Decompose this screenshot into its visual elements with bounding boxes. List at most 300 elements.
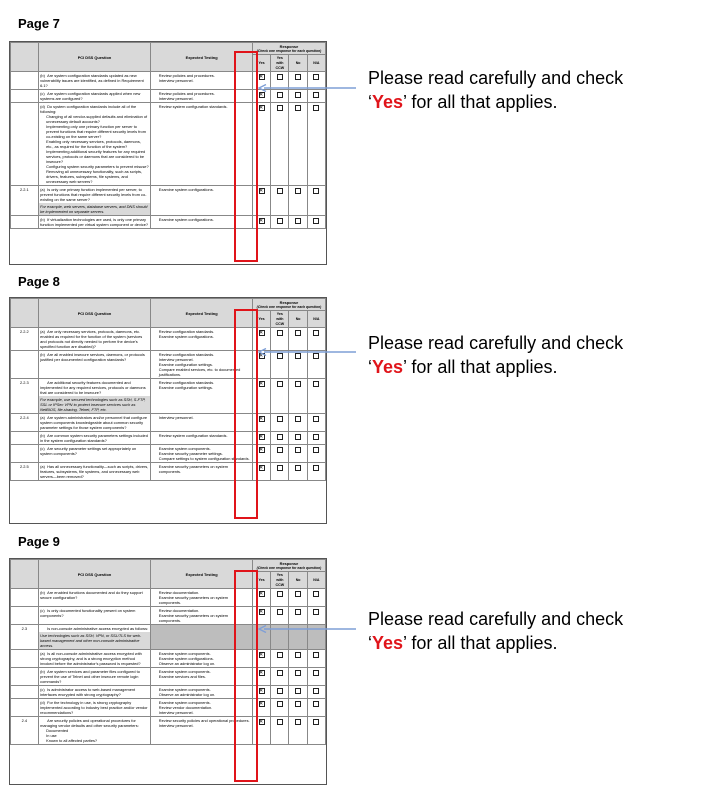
question-cell <box>38 589 151 607</box>
header-no: No <box>289 572 307 589</box>
page-9-label: Page 9 <box>18 534 60 549</box>
requirement-number <box>11 445 39 463</box>
header-question: PCI DSS Question <box>38 299 151 328</box>
checkbox[interactable] <box>295 447 301 453</box>
header-na: N/A <box>307 55 325 72</box>
question-text: Are system administrators and/or personnel that configure system components knowledgeable about common security parameter settings for those system components? <box>40 415 148 431</box>
question-cell <box>38 351 151 379</box>
header-no: No <box>289 311 307 328</box>
table-row <box>11 686 326 699</box>
question-text: Is non-console administrative access encrypted as follows: <box>47 626 149 632</box>
question-letter: (b) <box>40 590 45 596</box>
callout-line-2: ‘Yes’ for all that applies. <box>368 357 558 377</box>
checkbox[interactable] <box>295 688 301 694</box>
question-text: Is administrator access to web-based management interfaces encrypted with strong cryptography? <box>40 687 136 698</box>
header-response: Response (Check one response for each question) <box>252 560 325 572</box>
list-item: • Review policies and procedures. <box>159 91 251 96</box>
header-blank <box>11 299 39 328</box>
checkbox[interactable] <box>313 652 319 658</box>
table-row <box>11 463 326 481</box>
list-item: • Observe an administrator log on. <box>159 692 251 697</box>
question-cell <box>38 379 151 414</box>
checkbox[interactable] <box>277 330 283 336</box>
arrow-left-icon <box>258 84 356 92</box>
response-no-cell <box>289 103 307 186</box>
response-na-cell <box>307 216 325 229</box>
checked-checkbox[interactable] <box>259 330 265 336</box>
header-response: Response (Check one response for each question) <box>252 43 325 55</box>
checkbox[interactable] <box>313 105 319 111</box>
list-item: • Interview personnel. <box>159 357 251 362</box>
header-yes: Yes <box>252 311 270 328</box>
checked-checkbox[interactable] <box>259 719 265 725</box>
checkbox[interactable] <box>295 381 301 387</box>
response-no-cell <box>289 717 307 745</box>
question-cell <box>38 216 151 229</box>
list-item: • Interview personnel. <box>159 415 251 420</box>
response-ccw-cell <box>271 216 289 229</box>
question-letter: (a) <box>40 187 45 193</box>
response-ccw-cell <box>271 717 289 745</box>
requirement-number <box>11 216 39 229</box>
question-cell <box>38 699 151 717</box>
response-no-cell <box>289 686 307 699</box>
list-item: • Documented <box>46 728 149 733</box>
header-testing: Expected Testing <box>151 560 253 589</box>
response-no-cell <box>289 445 307 463</box>
list-item: • Known to all affected parties? <box>46 738 149 743</box>
question-letter: (c) <box>40 446 45 452</box>
response-na-cell <box>307 699 325 717</box>
checkbox[interactable] <box>295 591 301 597</box>
list-item: • Examine system components. <box>159 669 251 674</box>
requirement-number <box>11 90 39 103</box>
requirement-number <box>11 699 39 717</box>
list-item: • Examine security parameters on system components. <box>159 595 251 605</box>
header-blank <box>11 43 39 72</box>
table-row <box>11 650 326 668</box>
question-cell <box>38 432 151 445</box>
question-text: Is only documented functionality present on system components? <box>40 608 136 619</box>
list-item: • Review configuration standards. <box>159 329 251 334</box>
requirement-number <box>11 72 39 90</box>
header-yes: Yes <box>252 55 270 72</box>
question-letter: (b) <box>40 669 45 675</box>
list-item: • Review configuration standards. <box>159 352 251 357</box>
header-testing: Expected Testing <box>151 43 253 72</box>
response-ccw-cell <box>271 463 289 481</box>
list-item: • Review system configuration standards. <box>159 104 251 109</box>
list-item: • Review vendor documentation. <box>159 705 251 710</box>
checkbox[interactable] <box>295 465 301 471</box>
header-ccw: Yes with CCW <box>271 311 289 328</box>
requirement-number <box>11 668 39 686</box>
list-item: • Examine system configurations. <box>159 656 251 661</box>
checkbox[interactable] <box>295 74 301 80</box>
response-na-cell <box>307 186 325 216</box>
question-text: Are all enabled insecure services, daemons, or protocols justified per documented configuration standards? <box>40 352 145 363</box>
checkbox[interactable] <box>277 434 283 440</box>
checkbox[interactable] <box>295 218 301 224</box>
response-na-cell <box>307 103 325 186</box>
list-item: • Review system configuration standards. <box>159 433 251 438</box>
requirement-number: 2.2.4 <box>11 414 39 432</box>
callout-line-2: ‘Yes’ for all that applies. <box>368 633 558 653</box>
list-item: • Enabling only necessary services, protocols, daemons, etc., as required for the function of the system? <box>46 139 149 149</box>
question-text: Are security policies and operational procedures for managing vendor defaults and other security parameters: <box>40 718 139 729</box>
question-note: For example, use secured technologies such as SSH, S-FTP, SSL or IPSec VPN to protect insecure services such as NetBIOS, file-sharing, Telnet, FTP, etc. <box>39 396 151 413</box>
checked-checkbox[interactable] <box>259 188 265 194</box>
question-cell <box>38 186 151 216</box>
table-row <box>11 216 326 229</box>
response-na-cell <box>307 686 325 699</box>
checkbox[interactable] <box>313 218 319 224</box>
question-bullets <box>40 114 149 184</box>
checkbox[interactable] <box>313 701 319 707</box>
question-text: Are system services and parameter files configured to prevent the use of Telnet and other insecure remote login commands? <box>40 669 140 685</box>
list-item: • In use <box>46 733 149 738</box>
response-no-cell <box>289 650 307 668</box>
checkbox[interactable] <box>277 218 283 224</box>
question-cell <box>38 445 151 463</box>
question-letter: (b) <box>40 433 45 439</box>
list-item: • Interview personnel. <box>159 96 251 101</box>
checkbox[interactable] <box>277 188 283 194</box>
checkbox[interactable] <box>313 381 319 387</box>
question-letter: (a) <box>40 464 45 470</box>
question-cell <box>38 650 151 668</box>
question-text: Are additional security features documented and implemented for any required services, protocols or daemons that are considered to be insecure? <box>40 380 146 396</box>
question-text: Are security parameter settings set appropriately on system components? <box>40 446 137 457</box>
list-item: • Examine security parameter settings. <box>159 451 251 456</box>
checkbox[interactable] <box>295 330 301 336</box>
list-item: • Interview personnel. <box>159 710 251 715</box>
checkbox[interactable] <box>277 447 283 453</box>
question-text: If virtualization technologies are used, is only one primary function implemented per virtual system component or device? <box>40 217 149 228</box>
question-cell <box>38 414 151 432</box>
instruction-callout <box>368 607 623 655</box>
checkbox[interactable] <box>277 670 283 676</box>
header-ccw: Yes with CCW <box>271 55 289 72</box>
checked-checkbox[interactable] <box>259 465 265 471</box>
question-letter: (a) <box>40 329 45 335</box>
requirement-number <box>11 432 39 445</box>
callout-yes: Yes <box>372 357 404 377</box>
question-letter: (b) <box>40 217 45 223</box>
checkbox[interactable] <box>277 381 283 387</box>
header-response: Response (Check one response for each question) <box>252 299 325 311</box>
checked-checkbox[interactable] <box>259 670 265 676</box>
list-item: • Removing all unnecessary functionality, such as scripts, drivers, features, subsystems, file systems, and unnecessary web servers? <box>46 169 149 184</box>
question-note: Use technologies such as SSH, VPN, or SSL/TLS for web-based management and other non-console administrative access. <box>39 632 151 649</box>
checkbox[interactable] <box>313 416 319 422</box>
list-item: • Examine security parameters on system components. <box>159 464 251 474</box>
response-no-cell <box>289 414 307 432</box>
list-item: • Examine system components. <box>159 651 251 656</box>
response-na-cell <box>307 668 325 686</box>
question-text: Are system configuration standards applied when new systems are configured? <box>40 91 141 102</box>
question-text: Are only necessary services, protocols, daemons, etc. enabled as required for the function of the system (services and protocols not directly needed to perform the device's specified function are disabled)? <box>40 329 143 350</box>
checkbox[interactable] <box>277 719 283 725</box>
question-cell <box>38 72 151 90</box>
question-cell <box>38 668 151 686</box>
callout-line-1: Please read carefully and check <box>368 333 624 353</box>
checkbox[interactable] <box>277 609 283 615</box>
list-item: • Review policies and procedures. <box>159 73 251 78</box>
table-row <box>11 607 326 625</box>
list-item: • Examine system components. <box>159 700 251 705</box>
checkbox[interactable] <box>313 591 319 597</box>
callout-line-2: ‘Yes’ for all that applies. <box>368 92 558 112</box>
question-cell <box>38 607 151 625</box>
question-text: Are system configuration standards updated as new vulnerability issues are identified, as defined in Requirement 6.1? <box>40 73 144 89</box>
response-na-cell <box>307 589 325 607</box>
question-cell <box>38 717 151 745</box>
response-na-cell <box>307 463 325 481</box>
question-cell <box>38 463 151 481</box>
checked-checkbox[interactable] <box>259 74 265 80</box>
checkbox[interactable] <box>295 92 301 98</box>
question-letter: (c) <box>40 687 45 693</box>
yes-column-highlight <box>234 309 258 519</box>
list-item: • Examine services and files. <box>159 674 251 679</box>
question-cell <box>38 103 151 186</box>
checked-checkbox[interactable] <box>259 652 265 658</box>
table-row <box>11 445 326 463</box>
question-text: Has all unnecessary functionality—such as scripts, drivers, features, subsystems, file systems, and unnecessary web servers—been removed? <box>40 464 149 480</box>
checked-checkbox[interactable] <box>259 434 265 440</box>
response-no-cell <box>289 607 307 625</box>
checkbox[interactable] <box>295 670 301 676</box>
checkbox[interactable] <box>277 591 283 597</box>
question-note: For example, web servers, database servers, and DNS should be implemented on separate servers. <box>39 203 151 215</box>
question-letter: (b) <box>40 352 45 358</box>
response-no-cell <box>289 463 307 481</box>
question-text: Are common system security parameters settings included in the system configuration standards? <box>40 433 148 444</box>
checkbox[interactable] <box>295 105 301 111</box>
response-ccw-cell <box>271 650 289 668</box>
response-ccw-cell <box>271 432 289 445</box>
table-row <box>11 699 326 717</box>
checkbox[interactable] <box>313 188 319 194</box>
requirement-number <box>11 686 39 699</box>
question-cell <box>38 328 151 351</box>
response-no-cell <box>289 589 307 607</box>
table-row <box>11 589 326 607</box>
checked-checkbox[interactable] <box>259 688 265 694</box>
header-na: N/A <box>307 311 325 328</box>
list-item: • Compare settings to system configuration standards. <box>159 456 251 461</box>
checked-checkbox[interactable] <box>259 447 265 453</box>
question-letter: (c) <box>40 608 45 614</box>
list-item: • Examine system configurations. <box>159 217 251 222</box>
checkbox[interactable] <box>295 609 301 615</box>
list-item: • Examine system components. <box>159 446 251 451</box>
pci-dss-table <box>10 42 326 229</box>
checked-checkbox[interactable] <box>259 381 265 387</box>
table-row <box>11 414 326 432</box>
question-letter: (a) <box>40 415 45 421</box>
yes-column-highlight <box>234 51 258 262</box>
callout-line-1: Please read carefully and check <box>368 609 624 629</box>
page-7-excerpt <box>9 41 327 265</box>
question-bullets <box>40 728 149 743</box>
response-no-cell <box>289 216 307 229</box>
response-na-cell <box>307 445 325 463</box>
response-na-cell <box>307 379 325 414</box>
question-cell <box>38 90 151 103</box>
checkbox[interactable] <box>313 447 319 453</box>
question-letter: (d) <box>40 104 45 110</box>
table-row <box>11 379 326 414</box>
checkbox[interactable] <box>313 719 319 725</box>
question-text: Do system configuration standards include all of the following: <box>40 104 137 115</box>
checkbox[interactable] <box>295 434 301 440</box>
list-item: • Implementing additional security features for any required services, protocols or daemons that are considered to be insecure? <box>46 149 149 164</box>
list-item: • Observe an administrator log on. <box>159 661 251 666</box>
question-text: Are enabled functions documented and do they support secure configuration? <box>40 590 143 601</box>
checkbox[interactable] <box>277 416 283 422</box>
response-ccw-cell <box>271 699 289 717</box>
checkbox[interactable] <box>313 74 319 80</box>
response-ccw-cell <box>271 103 289 186</box>
requirement-number <box>11 351 39 379</box>
list-item: • Review documentation. <box>159 608 251 613</box>
question-letter: (b) <box>40 73 45 79</box>
callout-yes: Yes <box>372 92 404 112</box>
page-8-label: Page 8 <box>18 274 60 289</box>
requirement-number: 2.2.1 <box>11 186 39 216</box>
table-row <box>11 432 326 445</box>
response-ccw-cell <box>271 607 289 625</box>
requirement-number: 2.4 <box>11 717 39 745</box>
checkbox[interactable] <box>277 701 283 707</box>
header-yes: Yes <box>252 572 270 589</box>
response-no-cell <box>289 668 307 686</box>
checked-checkbox[interactable] <box>259 416 265 422</box>
question-letter: (a) <box>40 651 45 657</box>
checked-checkbox[interactable] <box>259 591 265 597</box>
callout-line-1: Please read carefully and check <box>368 68 624 88</box>
response-ccw-cell <box>271 668 289 686</box>
response-na-cell <box>307 607 325 625</box>
list-item: • Review configuration standards. <box>159 380 251 385</box>
arrow-left-icon <box>258 348 356 356</box>
question-text: Is all non-console administrative access encrypted with strong cryptography, and is a strong encryption method invoked before the administrator's password is requested? <box>40 651 142 667</box>
question-letter: (d) <box>40 700 45 706</box>
checkbox[interactable] <box>277 688 283 694</box>
response-na-cell <box>307 414 325 432</box>
response-ccw-cell <box>271 414 289 432</box>
page-7-label: Page 7 <box>18 16 60 31</box>
response-ccw-cell <box>271 445 289 463</box>
checkbox[interactable] <box>295 188 301 194</box>
question-text: For the technology in use, is strong cryptography implemented according to industry best practice and/or vendor recommendations? <box>40 700 148 716</box>
response-no-cell <box>289 432 307 445</box>
requirement-number <box>11 589 39 607</box>
requirement-number: 2.3 <box>11 625 39 650</box>
checkbox[interactable] <box>277 74 283 80</box>
checkbox[interactable] <box>295 701 301 707</box>
instruction-callout <box>368 66 623 114</box>
response-ccw-cell <box>271 589 289 607</box>
list-item: • Review documentation. <box>159 590 251 595</box>
pci-dss-table <box>10 298 326 481</box>
question-cell <box>38 625 151 650</box>
header-ccw: Yes with CCW <box>271 572 289 589</box>
checkbox[interactable] <box>313 92 319 98</box>
list-item: • Changing of all vendor-supplied defaults and elimination of unnecessary default accounts? <box>46 114 149 124</box>
page-9-excerpt <box>9 558 327 785</box>
list-item: • Interview personnel. <box>159 78 251 83</box>
response-no-cell <box>289 186 307 216</box>
question-letter: (c) <box>40 91 45 97</box>
response-na-cell <box>307 432 325 445</box>
header-blank <box>11 560 39 589</box>
list-item: • Examine configuration settings. <box>159 362 251 367</box>
requirement-number: 2.2.3 <box>11 379 39 414</box>
requirement-number <box>11 103 39 186</box>
page-8-excerpt <box>9 297 327 524</box>
response-na-cell <box>307 717 325 745</box>
requirement-number: 2.2.2 <box>11 328 39 351</box>
list-item: • Review security policies and operational procedures. <box>159 718 251 723</box>
checkbox[interactable] <box>277 465 283 471</box>
list-item: • Configuring system security parameters to prevent misuse? <box>46 164 149 169</box>
table-row <box>11 186 326 216</box>
arrow-left-icon <box>258 625 356 633</box>
checkbox[interactable] <box>313 330 319 336</box>
checkbox[interactable] <box>313 670 319 676</box>
table-row <box>11 717 326 745</box>
checked-checkbox[interactable] <box>259 701 265 707</box>
checked-checkbox[interactable] <box>259 218 265 224</box>
list-item: • Examine system configurations. <box>159 334 251 339</box>
header-question: PCI DSS Question <box>38 560 151 589</box>
table-row <box>11 668 326 686</box>
checked-checkbox[interactable] <box>259 609 265 615</box>
response-na-cell <box>307 650 325 668</box>
yes-column-highlight <box>234 570 258 782</box>
requirement-number: 2.2.5 <box>11 463 39 481</box>
checkbox[interactable] <box>277 652 283 658</box>
response-ccw-cell <box>271 686 289 699</box>
header-na: N/A <box>307 572 325 589</box>
checkbox[interactable] <box>277 92 283 98</box>
checkbox[interactable] <box>295 719 301 725</box>
list-item: • Interview personnel. <box>159 723 251 728</box>
checkbox[interactable] <box>313 434 319 440</box>
checked-checkbox[interactable] <box>259 92 265 98</box>
checkbox[interactable] <box>295 652 301 658</box>
response-ccw-cell <box>271 379 289 414</box>
checkbox[interactable] <box>313 688 319 694</box>
checked-checkbox[interactable] <box>259 105 265 111</box>
checkbox[interactable] <box>295 416 301 422</box>
checkbox[interactable] <box>313 609 319 615</box>
list-item: • Implementing only one primary function per server to prevent functions that require different security levels from co-existing on the same server? <box>46 124 149 139</box>
header-question: PCI DSS Question <box>38 43 151 72</box>
response-no-cell <box>289 699 307 717</box>
instruction-callout <box>368 331 623 379</box>
question-text: Is only one primary function implemented per server, to prevent functions that require different security levels from co-existing on the same server? <box>40 187 147 203</box>
response-no-cell <box>289 379 307 414</box>
pci-dss-table <box>10 559 326 745</box>
checkbox[interactable] <box>313 465 319 471</box>
callout-yes: Yes <box>372 633 404 653</box>
checkbox[interactable] <box>277 105 283 111</box>
requirement-number <box>11 607 39 625</box>
